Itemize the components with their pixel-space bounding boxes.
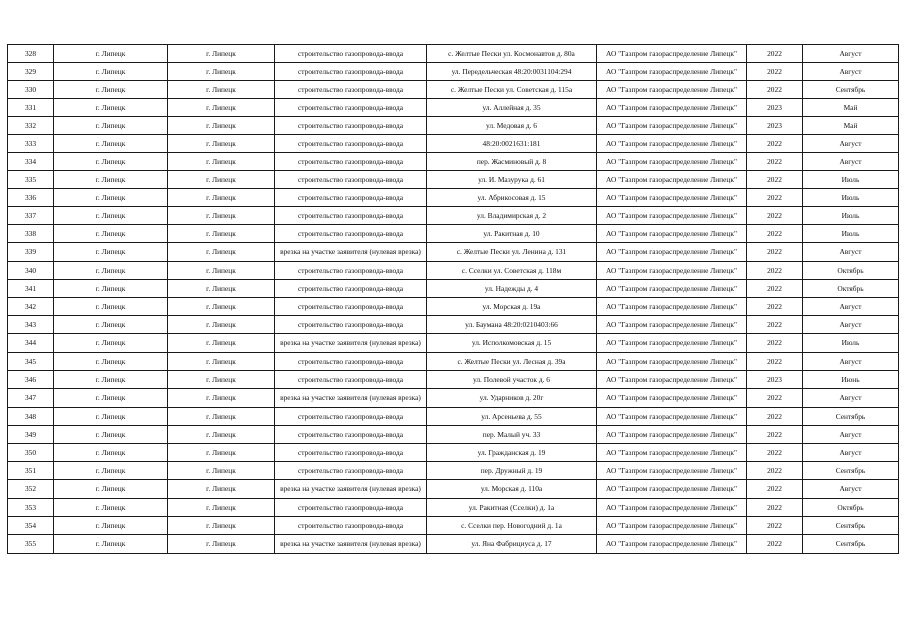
organization-cell: АО "Газпром газораспределение Липецк" [597, 517, 747, 535]
region-cell: г. Липецк [54, 45, 168, 63]
city-cell: г. Липецк [168, 444, 275, 462]
row-number-cell: 335 [8, 171, 54, 189]
table-row [8, 408, 899, 426]
address-cell: с. Желтые Пески ул. Лесная д. 39а [427, 353, 597, 371]
organization-cell: АО "Газпром газораспределение Липецк" [597, 298, 747, 316]
row-number-cell: 338 [8, 225, 54, 243]
month-cell: Август [803, 444, 899, 462]
region-cell: г. Липецк [54, 499, 168, 517]
month-cell: Июль [803, 225, 899, 243]
address-cell: ул. Морская д. 110а [427, 480, 597, 499]
document-page [7, 44, 899, 554]
year-cell: 2023 [747, 99, 803, 117]
city-cell: г. Липецк [168, 517, 275, 535]
city-cell: г. Липецк [168, 353, 275, 371]
city-cell: г. Липецк [168, 316, 275, 334]
organization-cell: АО "Газпром газораспределение Липецк" [597, 171, 747, 189]
month-cell: Август [803, 298, 899, 316]
address-cell: ул. Морская д. 19а [427, 298, 597, 316]
organization-cell: АО "Газпром газораспределение Липецк" [597, 334, 747, 353]
table-row [8, 207, 899, 225]
month-cell: Сентябрь [803, 462, 899, 480]
address-cell: ул. Аллейная д. 35 [427, 99, 597, 117]
region-cell: г. Липецк [54, 371, 168, 389]
table-row [8, 353, 899, 371]
row-number-cell: 332 [8, 117, 54, 135]
year-cell: 2022 [747, 535, 803, 554]
work-type-cell: строительство газопровода-ввода [275, 426, 427, 444]
table-row [8, 517, 899, 535]
organization-cell: АО "Газпром газораспределение Липецк" [597, 45, 747, 63]
region-cell: г. Липецк [54, 243, 168, 262]
organization-cell: АО "Газпром газораспределение Липецк" [597, 153, 747, 171]
region-cell: г. Липецк [54, 444, 168, 462]
organization-cell: АО "Газпром газораспределение Липецк" [597, 480, 747, 499]
region-cell: г. Липецк [54, 63, 168, 81]
region-cell: г. Липецк [54, 171, 168, 189]
region-cell: г. Липецк [54, 207, 168, 225]
organization-cell: АО "Газпром газораспределение Липецк" [597, 316, 747, 334]
work-type-cell: строительство газопровода-ввода [275, 262, 427, 280]
row-number-cell: 347 [8, 389, 54, 408]
organization-cell: АО "Газпром газораспределение Липецк" [597, 99, 747, 117]
table-row [8, 225, 899, 243]
month-cell: Август [803, 353, 899, 371]
city-cell: г. Липецк [168, 262, 275, 280]
month-cell: Август [803, 389, 899, 408]
year-cell: 2023 [747, 371, 803, 389]
work-type-cell: строительство газопровода-ввода [275, 316, 427, 334]
work-type-cell: строительство газопровода-ввода [275, 207, 427, 225]
region-cell: г. Липецк [54, 353, 168, 371]
city-cell: г. Липецк [168, 171, 275, 189]
address-cell: ул. Ударников д. 20г [427, 389, 597, 408]
city-cell: г. Липецк [168, 408, 275, 426]
city-cell: г. Липецк [168, 371, 275, 389]
row-number-cell: 339 [8, 243, 54, 262]
city-cell: г. Липецк [168, 189, 275, 207]
work-type-cell: строительство газопровода-ввода [275, 189, 427, 207]
organization-cell: АО "Газпром газораспределение Липецк" [597, 243, 747, 262]
work-type-cell: строительство газопровода-ввода [275, 45, 427, 63]
region-cell: г. Липецк [54, 81, 168, 99]
work-type-cell: строительство газопровода-ввода [275, 371, 427, 389]
table-row [8, 334, 899, 353]
year-cell: 2022 [747, 444, 803, 462]
city-cell: г. Липецк [168, 207, 275, 225]
row-number-cell: 345 [8, 353, 54, 371]
month-cell: Август [803, 63, 899, 81]
region-cell: г. Липецк [54, 334, 168, 353]
work-type-cell: строительство газопровода-ввода [275, 63, 427, 81]
work-type-cell: врезка на участке заявителя (нулевая врезка) [275, 334, 427, 353]
region-cell: г. Липецк [54, 135, 168, 153]
table-row [8, 371, 899, 389]
region-cell: г. Липецк [54, 262, 168, 280]
row-number-cell: 343 [8, 316, 54, 334]
city-cell: г. Липецк [168, 243, 275, 262]
table-row [8, 135, 899, 153]
year-cell: 2022 [747, 353, 803, 371]
month-cell: Август [803, 243, 899, 262]
organization-cell: АО "Газпром газораспределение Липецк" [597, 408, 747, 426]
year-cell: 2022 [747, 480, 803, 499]
year-cell: 2022 [747, 153, 803, 171]
region-cell: г. Липецк [54, 153, 168, 171]
address-cell: с. Сселки ул. Советская д. 118м [427, 262, 597, 280]
work-type-cell: строительство газопровода-ввода [275, 280, 427, 298]
organization-cell: АО "Газпром газораспределение Липецк" [597, 371, 747, 389]
city-cell: г. Липецк [168, 99, 275, 117]
organization-cell: АО "Газпром газораспределение Липецк" [597, 225, 747, 243]
year-cell: 2022 [747, 189, 803, 207]
work-type-cell: строительство газопровода-ввода [275, 153, 427, 171]
address-cell: пер. Дружный д. 19 [427, 462, 597, 480]
table-row [8, 117, 899, 135]
year-cell: 2022 [747, 389, 803, 408]
work-type-cell: строительство газопровода-ввода [275, 517, 427, 535]
work-type-cell: строительство газопровода-ввода [275, 81, 427, 99]
address-cell: пер. Жасминовый д. 8 [427, 153, 597, 171]
month-cell: Май [803, 117, 899, 135]
region-cell: г. Липецк [54, 462, 168, 480]
address-cell: ул. Арсеньева д. 55 [427, 408, 597, 426]
region-cell: г. Липецк [54, 189, 168, 207]
address-cell: ул. И. Мазурука д. 61 [427, 171, 597, 189]
row-number-cell: 354 [8, 517, 54, 535]
region-cell: г. Липецк [54, 117, 168, 135]
region-cell: г. Липецк [54, 517, 168, 535]
work-type-cell: строительство газопровода-ввода [275, 408, 427, 426]
address-cell: ул. Гражданская д. 19 [427, 444, 597, 462]
organization-cell: АО "Газпром газораспределение Липецк" [597, 63, 747, 81]
organization-cell: АО "Газпром газораспределение Липецк" [597, 426, 747, 444]
year-cell: 2022 [747, 517, 803, 535]
address-cell: ул. Исполкомовская д. 15 [427, 334, 597, 353]
work-type-cell: строительство газопровода-ввода [275, 99, 427, 117]
year-cell: 2022 [747, 225, 803, 243]
year-cell: 2022 [747, 298, 803, 316]
year-cell: 2022 [747, 207, 803, 225]
city-cell: г. Липецк [168, 280, 275, 298]
address-cell: ул. Медовая д. 6 [427, 117, 597, 135]
row-number-cell: 351 [8, 462, 54, 480]
work-type-cell: строительство газопровода-ввода [275, 298, 427, 316]
table-row [8, 63, 899, 81]
row-number-cell: 349 [8, 426, 54, 444]
organization-cell: АО "Газпром газораспределение Липецк" [597, 353, 747, 371]
city-cell: г. Липецк [168, 298, 275, 316]
month-cell: Август [803, 316, 899, 334]
year-cell: 2022 [747, 316, 803, 334]
address-cell: ул. Передельческая 48:20:0031104:294 [427, 63, 597, 81]
address-cell: ул. Ракитная (Сселки) д. 1а [427, 499, 597, 517]
row-number-cell: 352 [8, 480, 54, 499]
organization-cell: АО "Газпром газораспределение Липецк" [597, 207, 747, 225]
year-cell: 2022 [747, 262, 803, 280]
table-row [8, 280, 899, 298]
month-cell: Сентябрь [803, 535, 899, 554]
city-cell: г. Липецк [168, 135, 275, 153]
organization-cell: АО "Газпром газораспределение Липецк" [597, 117, 747, 135]
year-cell: 2022 [747, 499, 803, 517]
table-row [8, 153, 899, 171]
month-cell: Июль [803, 207, 899, 225]
address-cell: ул. Надежды д. 4 [427, 280, 597, 298]
organization-cell: АО "Газпром газораспределение Липецк" [597, 135, 747, 153]
city-cell: г. Липецк [168, 81, 275, 99]
year-cell: 2023 [747, 117, 803, 135]
city-cell: г. Липецк [168, 480, 275, 499]
month-cell: Август [803, 45, 899, 63]
work-type-cell: строительство газопровода-ввода [275, 462, 427, 480]
row-number-cell: 342 [8, 298, 54, 316]
organization-cell: АО "Газпром газораспределение Липецк" [597, 444, 747, 462]
year-cell: 2022 [747, 81, 803, 99]
table-row [8, 243, 899, 262]
table-row [8, 81, 899, 99]
month-cell: Май [803, 99, 899, 117]
row-number-cell: 331 [8, 99, 54, 117]
table-row [8, 189, 899, 207]
table-row [8, 462, 899, 480]
organization-cell: АО "Газпром газораспределение Липецк" [597, 81, 747, 99]
work-type-cell: строительство газопровода-ввода [275, 135, 427, 153]
table-row [8, 171, 899, 189]
work-type-cell: строительство газопровода-ввода [275, 171, 427, 189]
address-cell: ул. Абрикосовая д. 15 [427, 189, 597, 207]
year-cell: 2022 [747, 171, 803, 189]
region-cell: г. Липецк [54, 280, 168, 298]
year-cell: 2022 [747, 408, 803, 426]
city-cell: г. Липецк [168, 462, 275, 480]
row-number-cell: 344 [8, 334, 54, 353]
row-number-cell: 353 [8, 499, 54, 517]
work-type-cell: строительство газопровода-ввода [275, 225, 427, 243]
month-cell: Август [803, 426, 899, 444]
year-cell: 2022 [747, 45, 803, 63]
work-type-cell: строительство газопровода-ввода [275, 499, 427, 517]
table-row [8, 99, 899, 117]
table-row [8, 480, 899, 499]
region-cell: г. Липецк [54, 225, 168, 243]
city-cell: г. Липецк [168, 535, 275, 554]
month-cell: Октябрь [803, 280, 899, 298]
region-cell: г. Липецк [54, 426, 168, 444]
year-cell: 2022 [747, 280, 803, 298]
address-cell: ул. Полевой участок д. 6 [427, 371, 597, 389]
table-row [8, 426, 899, 444]
region-cell: г. Липецк [54, 480, 168, 499]
row-number-cell: 330 [8, 81, 54, 99]
region-cell: г. Липецк [54, 298, 168, 316]
address-cell: с. Сселки пер. Новогодний д. 1а [427, 517, 597, 535]
city-cell: г. Липецк [168, 334, 275, 353]
city-cell: г. Липецк [168, 63, 275, 81]
organization-cell: АО "Газпром газораспределение Липецк" [597, 262, 747, 280]
address-cell: с. Желтые Пески ул. Космонавтов д. 80а [427, 45, 597, 63]
region-cell: г. Липецк [54, 389, 168, 408]
organization-cell: АО "Газпром газораспределение Липецк" [597, 462, 747, 480]
month-cell: Август [803, 480, 899, 499]
connection-schedule-table [7, 44, 899, 554]
city-cell: г. Липецк [168, 153, 275, 171]
month-cell: Октябрь [803, 499, 899, 517]
row-number-cell: 333 [8, 135, 54, 153]
month-cell: Август [803, 135, 899, 153]
table-row [8, 535, 899, 554]
organization-cell: АО "Газпром газораспределение Липецк" [597, 389, 747, 408]
year-cell: 2022 [747, 63, 803, 81]
city-cell: г. Липецк [168, 225, 275, 243]
month-cell: Июль [803, 334, 899, 353]
month-cell: Сентябрь [803, 81, 899, 99]
address-cell: пер. Малый уч. 33 [427, 426, 597, 444]
month-cell: Август [803, 153, 899, 171]
table-row [8, 389, 899, 408]
month-cell: Сентябрь [803, 408, 899, 426]
year-cell: 2022 [747, 135, 803, 153]
work-type-cell: врезка на участке заявителя (нулевая врезка) [275, 480, 427, 499]
row-number-cell: 348 [8, 408, 54, 426]
row-number-cell: 350 [8, 444, 54, 462]
row-number-cell: 341 [8, 280, 54, 298]
row-number-cell: 340 [8, 262, 54, 280]
table-row [8, 298, 899, 316]
organization-cell: АО "Газпром газораспределение Липецк" [597, 280, 747, 298]
organization-cell: АО "Газпром газораспределение Липецк" [597, 189, 747, 207]
city-cell: г. Липецк [168, 389, 275, 408]
city-cell: г. Липецк [168, 45, 275, 63]
row-number-cell: 337 [8, 207, 54, 225]
organization-cell: АО "Газпром газораспределение Липецк" [597, 535, 747, 554]
region-cell: г. Липецк [54, 316, 168, 334]
city-cell: г. Липецк [168, 499, 275, 517]
row-number-cell: 336 [8, 189, 54, 207]
table-row [8, 499, 899, 517]
address-cell: ул. Баумана 48:20:0210403:66 [427, 316, 597, 334]
table-row [8, 262, 899, 280]
city-cell: г. Липецк [168, 117, 275, 135]
region-cell: г. Липецк [54, 99, 168, 117]
work-type-cell: строительство газопровода-ввода [275, 117, 427, 135]
month-cell: Июль [803, 171, 899, 189]
address-cell: 48:20:0021631:181 [427, 135, 597, 153]
month-cell: Июнь [803, 371, 899, 389]
month-cell: Сентябрь [803, 517, 899, 535]
row-number-cell: 329 [8, 63, 54, 81]
address-cell: ул. Яна Фабрициуса д. 17 [427, 535, 597, 554]
address-cell: с. Желтые Пески ул. Ленина д. 131 [427, 243, 597, 262]
month-cell: Июль [803, 189, 899, 207]
region-cell: г. Липецк [54, 408, 168, 426]
table-row [8, 45, 899, 63]
table-row [8, 316, 899, 334]
region-cell: г. Липецк [54, 535, 168, 554]
month-cell: Октябрь [803, 262, 899, 280]
row-number-cell: 328 [8, 45, 54, 63]
year-cell: 2022 [747, 334, 803, 353]
row-number-cell: 355 [8, 535, 54, 554]
year-cell: 2022 [747, 243, 803, 262]
row-number-cell: 334 [8, 153, 54, 171]
address-cell: ул. Ракитная д. 10 [427, 225, 597, 243]
year-cell: 2022 [747, 426, 803, 444]
organization-cell: АО "Газпром газораспределение Липецк" [597, 499, 747, 517]
work-type-cell: врезка на участке заявителя (нулевая врезка) [275, 389, 427, 408]
work-type-cell: строительство газопровода-ввода [275, 353, 427, 371]
work-type-cell: строительство газопровода-ввода [275, 444, 427, 462]
city-cell: г. Липецк [168, 426, 275, 444]
work-type-cell: врезка на участке заявителя (нулевая врезка) [275, 535, 427, 554]
work-type-cell: врезка на участке заявителя (нулевая врезка) [275, 243, 427, 262]
row-number-cell: 346 [8, 371, 54, 389]
address-cell: ул. Владимирская д. 2 [427, 207, 597, 225]
table-row [8, 444, 899, 462]
address-cell: с. Желтые Пески ул. Советская д. 115а [427, 81, 597, 99]
year-cell: 2022 [747, 462, 803, 480]
